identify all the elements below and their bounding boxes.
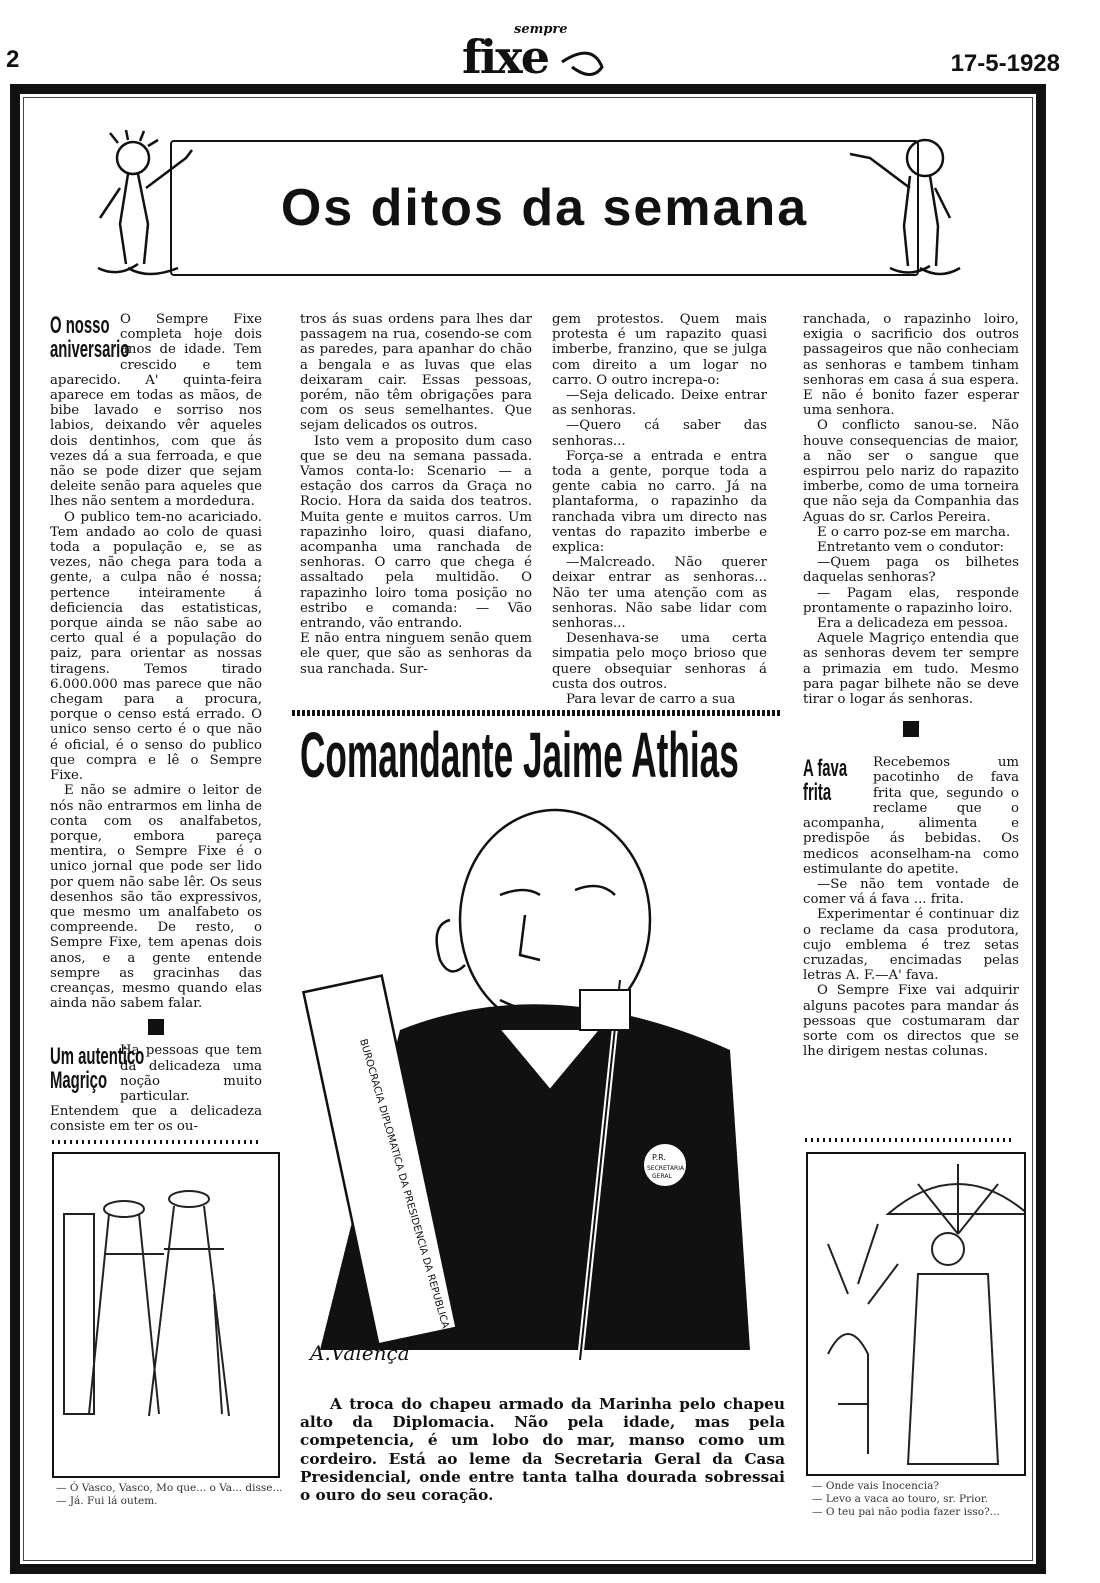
- article-paragraph: Isto vem a proposito dum caso que se deu na semana passada. Vamos conta-lo: Scenario — a estação dos carros da Graça no Rocio. Hora da saida dos teatros. Muita gente e muitos carros. Um rapazinho loiro, quasi diafano, acompanha uma ranchada de senhoras. O carro que chega é assaltado pela multidão. O rapazinho loiro toma posição no estribo e comanda: — Vão entrando, vão entrando.: [300, 433, 532, 632]
- priest-umbrella-cartoon-illustration: [806, 1152, 1026, 1476]
- priest-umbrella-drawing: [808, 1154, 1024, 1474]
- decorative-divider: [805, 1138, 1015, 1142]
- article-paragraph: E o carro poz-se em marcha.: [817, 524, 1011, 540]
- two-men-drawing: [54, 1154, 278, 1476]
- headline-fava-frita: A fava frita: [803, 755, 848, 807]
- article-paragraph: ranchada, o rapazinho loiro, exigia o sacrificio dos outros passageiros que não conheciam as senhoras e tambem tinham senhoras em casa á sua espera. E não é bonito fazer esperar uma senhora.: [803, 312, 1019, 419]
- article-paragraph: —Quero cá saber das senhoras...: [552, 418, 767, 449]
- article-paragraph: Experimentar é continuar diz o reclame da casa produtora, cujo emblema é trez setas cruzadas, encimadas pelas letras A. F.—A' fava.: [803, 907, 1019, 984]
- article-paragraph: Desenhava-se uma certa simpatia pelo moço brioso que quere obsequiar senhoras á custa dos outros.: [552, 631, 767, 692]
- article-paragraph: —Malcreado. Não querer deixar entrar as senhoras... Não ter uma atenção com as senhoras. Não sabe lidar com senhoras...: [552, 555, 767, 632]
- headline-autentico-magrico: Um autentico Magriço: [50, 1043, 145, 1095]
- article-paragraph: —Se não tem vontade de comer vá á fava ... frita.: [803, 876, 1019, 908]
- article-paragraph: O Sempre Fixe vai adquirir alguns pacotes para mandar ás pessoas que costumaram dar sorte com os directos que se lhe dirigem nestas colunas.: [803, 983, 1019, 1060]
- masthead-flourish: [462, 22, 622, 80]
- flag: [580, 990, 630, 1030]
- two-men-cartoon-illustration: [52, 1152, 280, 1478]
- article-paragraph: Recebemos um pacotinho de fava frita que, segundo o reclame que o acompanha, alimenta e predispõe ás bebidas. Os medicos aconselham-na como estimulante do apetite.: [803, 755, 1019, 877]
- article-paragraph: Era a delicadeza em pessoa.: [817, 616, 1009, 632]
- article-paragraph: —Seja delicado. Deixe entrar as senhoras.: [552, 388, 767, 419]
- title-banner: [170, 140, 919, 276]
- column-2: [300, 312, 532, 677]
- decorative-rule: [292, 710, 782, 716]
- column-1: [50, 312, 262, 1135]
- right-caricature-illustration: [830, 128, 970, 298]
- artist-signature: A.Valença: [310, 1341, 410, 1365]
- article-paragraph: Ha pessoas que tem da delicadeza uma noção muito particular. Entendem que a delicadeza consiste em ter os ou-: [50, 1043, 262, 1135]
- article-paragraph: —Quem paga os bilhetes daquelas senhoras?: [803, 555, 1019, 586]
- article-paragraph: O conflicto sanou-se. Não houve consequencias de maior, a não ser o sangue que espirrou pelo nariz do rapazito imberbe, como de uma torneira que não seja da Companhia das Aguas do sr. Carlos Pereira.: [803, 418, 1019, 525]
- article-paragraph: O publico tem-no acariciado. Tem andado ao colo de quasi toda a população e, se as vezes, não chega para toda a gente, a culpa não é nossa; pertence inteiramente á deficiencia das estatisticas, porque ainda se não sabe ao certo qual é a população do paiz, para orientar as nossas tiragens. Temos tirado 6.000.000 mas parece que não chegam para a procura, porque o censo está errado. O unico senso certo é o que não é oficial, é o senso do publico que compra e lê o Sempre Fixe.: [50, 509, 262, 784]
- article-paragraph: gem protestos. Quem mais protesta é um rapazito quasi imberbe, franzino, que se julga com direito a um logar no carro. O outro increpa-o:: [552, 312, 767, 388]
- article-paragraph: tros ás suas ordens para lhes dar passagem na rua, cosendo-se com as paredes, para apanhar do chão a bengala e as luvas que elas deixaram cair. Essas pessoas, porém, não têm obrigações para com os seus semelhantes. Que sejam delicados os outros.: [300, 312, 532, 434]
- masthead-small: sempre: [514, 22, 568, 37]
- section-title: Os ditos da semana: [280, 179, 809, 237]
- scroll-text: BUROCRACIA DIPLOMATICA DA PRESIDENCIA DA REPUBLICA: [357, 1037, 451, 1330]
- article-paragraph: Para levar de carro a sua: [566, 692, 736, 708]
- cartoon-caption-left: — Ó Vasco, Vasco, Mo que... o Va... disse... — Já. Fui lá outem.: [56, 1482, 283, 1507]
- commander-caricature-illustration: [300, 800, 770, 1390]
- key-tag-line3: GERAL: [652, 1173, 672, 1180]
- section-divider-bullet: [903, 721, 919, 737]
- issue-date: 17-5-1928: [950, 50, 1060, 77]
- article-paragraph: — Pagam elas, responde prontamente o rapazinho loiro.: [803, 585, 1019, 616]
- feature-title: Comandante Jaime Athias: [300, 719, 739, 791]
- column-4: [803, 312, 1019, 1059]
- key-tag-line2: SECRETARIA: [647, 1165, 685, 1172]
- article-paragraph: Força-se a entrada e entra toda a gente, porque toda a gente cabia no carro. Já na plantaforma, o rapazinho da ranchada vibra um directo nas ventas do rapazito imberbe e explica:: [552, 448, 767, 556]
- article-paragraph: E não se admire o leitor de nós não entrarmos em linha de conta com os analfabetos, porque, embora pareça mentira, o Sempre Fixe é o unico jornal que pode ser lido por quem não sabe lêr. Os seus desenhos são tão expressivos, que mesmo um analfabeto os compreende. De resto, o Sempre Fixe, tem apenas dois anos, e a gente entende sempre as gracinhas das creanças, mesmo quando elas ainda não sabem falar.: [50, 783, 262, 1012]
- article-paragraph: Aquele Magriço entendia que as senhoras devem ter sempre a primazia em tudo. Mesmo para pagar bilhete não se deve tirar o logar ás senhoras.: [803, 631, 1019, 708]
- key-tag-line1: P.R.: [652, 1153, 666, 1162]
- cartoon-caption-right: — Onde vais Inocencia? — Levo a vaca ao touro, sr. Prior. — O teu pai não podia fazer isso?...: [812, 1480, 1000, 1518]
- column-3: [552, 312, 767, 707]
- feature-caption: A troca do chapeu armado da Marinha pelo chapeu alto da Diplomacia. Não pela idade, mas pela competencia, é um lobo do mar, manso como um cordeiro. Está ao leme da Secretaria Geral da Casa Presidencial, onde entre tanta talha dourada sobressai o ouro do seu coração.: [300, 1395, 785, 1505]
- decorative-divider: [52, 1140, 262, 1144]
- masthead-logo: [462, 22, 622, 84]
- article-paragraph: E não entra ninguem senão quem ele quer, que são as senhoras da sua ranchada. Sur-: [300, 631, 532, 677]
- article-paragraph: Entretanto vem o condutor:: [817, 540, 1004, 556]
- article-paragraph: O Sempre Fixe completa hoje dois anos de idade. Tem crescido e tem aparecido. A' quinta-feira aparece em todas as mãos, de bibe lavado e sorriso nos labios, deixando vêr aqueles dois dentinhos, com que ás vezes dá a sua ferroada, e que não se pode dizer que sejam deleite senão para aqueles que lhes não sentem a mordedura.: [50, 312, 262, 510]
- masthead-big: fixe: [462, 30, 548, 84]
- headline-nosso-aniversario: O nosso aniversario: [50, 312, 130, 363]
- page-number: 2: [6, 46, 20, 73]
- section-divider-bullet: [148, 1019, 164, 1035]
